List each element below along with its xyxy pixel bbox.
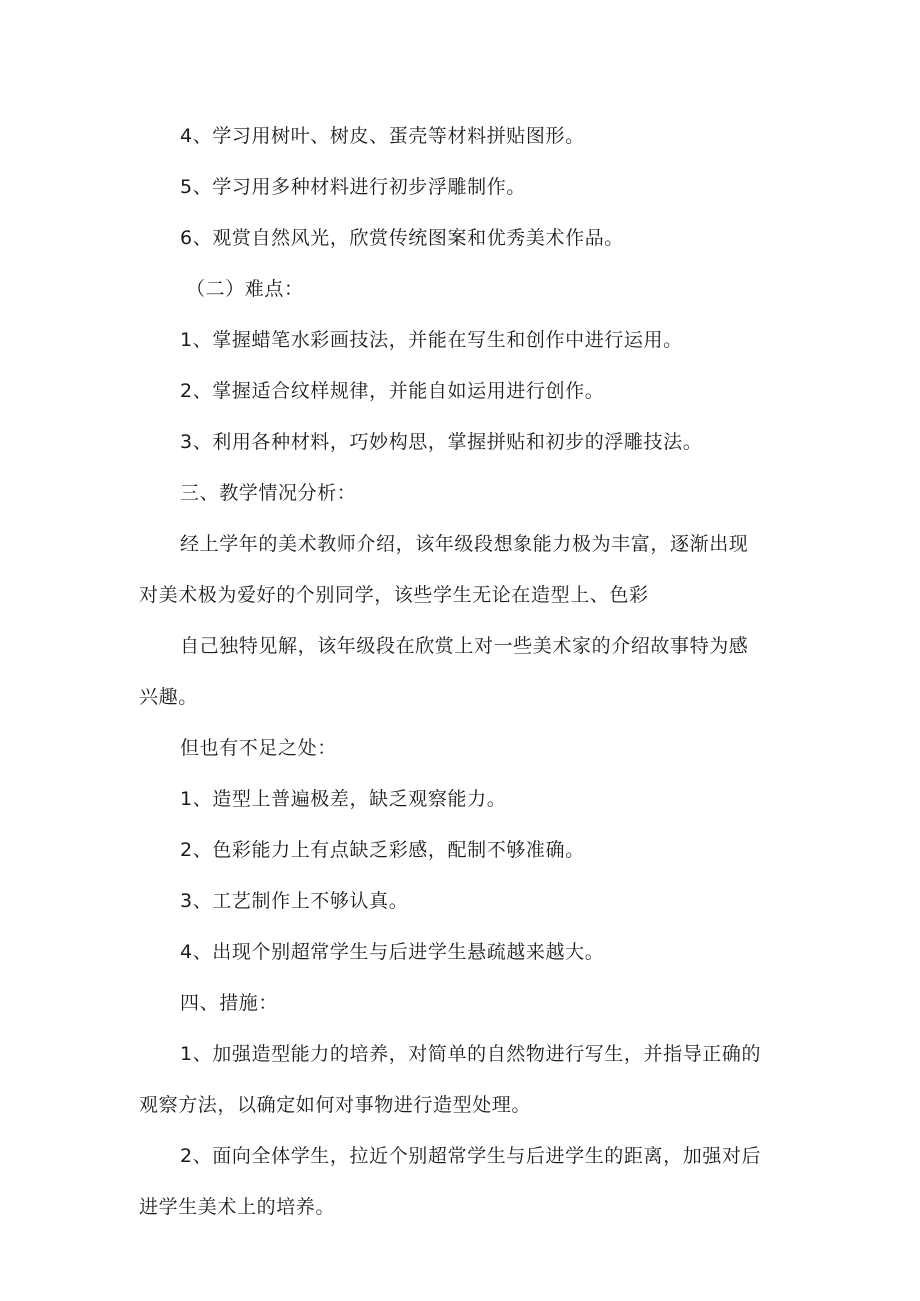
- text-line: 经上学年的美术教师介绍，该年级段想象能力极为丰富，逐渐出现: [180, 533, 749, 555]
- text-line: 观察方法，以确定如何对事物进行造型处理。: [139, 1094, 532, 1116]
- text-line: 但也有不足之处：: [180, 737, 337, 759]
- text-line: 2、色彩能力上有点缺乏彩感，配制不够准确。: [180, 839, 585, 861]
- section-heading: 三、教学情况分析：: [180, 482, 357, 504]
- text-line: 2、掌握适合纹样规律，并能自如运用进行创作。: [180, 380, 605, 402]
- text-line: 3、工艺制作上不够认真。: [180, 890, 409, 912]
- text-line: 自己独特见解，该年级段在欣赏上对一些美术家的介绍故事特为感: [180, 635, 749, 657]
- text-line: 进学生美术上的培养。: [139, 1196, 336, 1218]
- text-line: 2、面向全体学生，拉近个别超常学生与后进学生的距离，加强对后: [180, 1145, 762, 1167]
- text-line: 5、学习用多种材料进行初步浮雕制作。: [180, 176, 526, 198]
- text-line: 4、出现个别超常学生与后进学生悬疏越来越大。: [180, 941, 605, 963]
- text-line: 4、学习用树叶、树皮、蛋壳等材料拼贴图形。: [180, 125, 585, 147]
- text-line: 兴趣。: [139, 686, 198, 708]
- text-line: 对美术极为爱好的个别同学，该些学生无论在造型上、色彩: [139, 584, 649, 606]
- text-line: 1、加强造型能力的培养，对简单的自然物进行写生，并指导正确的: [180, 1043, 762, 1065]
- text-line: 1、掌握蜡笔水彩画技法，并能在写生和创作中进行运用。: [180, 329, 683, 351]
- text-line: 1、造型上普遍极差，缺乏观察能力。: [180, 788, 507, 810]
- text-line: 6、观赏自然风光，欣赏传统图案和优秀美术作品。: [180, 227, 624, 249]
- section-heading: 四、措施：: [180, 992, 279, 1014]
- section-heading: （二）难点：: [186, 278, 304, 300]
- text-line: 3、利用各种材料，巧妙构思，掌握拼贴和初步的浮雕技法。: [180, 431, 703, 453]
